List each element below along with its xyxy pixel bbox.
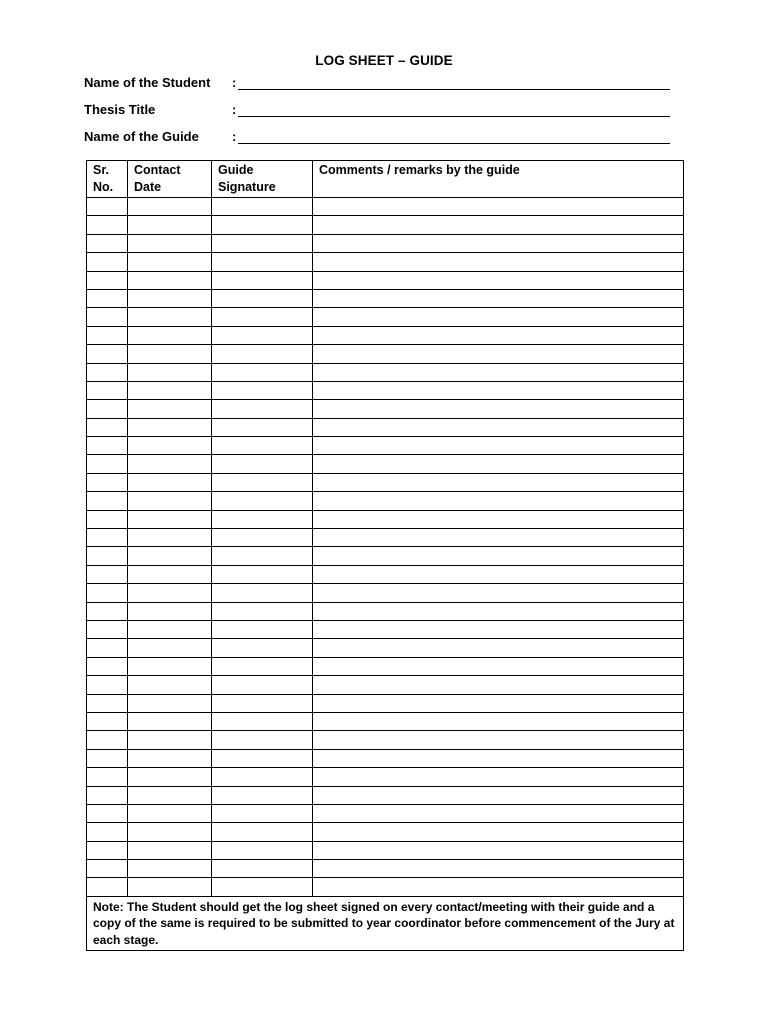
table-row bbox=[87, 694, 684, 712]
sr-no-cell[interactable] bbox=[87, 823, 128, 841]
sr-no-cell[interactable] bbox=[87, 216, 128, 234]
comments-cell[interactable] bbox=[313, 253, 684, 271]
sr-no-cell[interactable] bbox=[87, 712, 128, 730]
comments-cell[interactable] bbox=[313, 786, 684, 804]
comments-cell[interactable] bbox=[313, 473, 684, 491]
sr-no-cell[interactable] bbox=[87, 602, 128, 620]
contact-date-cell[interactable] bbox=[128, 234, 212, 252]
thesis-title-line[interactable] bbox=[238, 116, 670, 117]
sr-no-cell[interactable] bbox=[87, 529, 128, 547]
sr-no-cell[interactable] bbox=[87, 289, 128, 307]
table-row bbox=[87, 602, 684, 620]
table-row bbox=[87, 418, 684, 436]
sr-no-cell[interactable] bbox=[87, 584, 128, 602]
table-row bbox=[87, 565, 684, 583]
comments-cell[interactable] bbox=[313, 529, 684, 547]
sr-no-cell[interactable] bbox=[87, 878, 128, 896]
sr-no-cell[interactable] bbox=[87, 363, 128, 381]
table-row bbox=[87, 620, 684, 638]
table-row bbox=[87, 768, 684, 786]
comments-cell[interactable] bbox=[313, 657, 684, 675]
contact-date-cell[interactable] bbox=[128, 400, 212, 418]
sr-no-cell[interactable] bbox=[87, 547, 128, 565]
guide-signature-cell[interactable] bbox=[212, 437, 313, 455]
contact-date-cell[interactable] bbox=[128, 473, 212, 491]
header-contact-date: Contact Date bbox=[128, 161, 212, 198]
comments-cell[interactable] bbox=[313, 565, 684, 583]
contact-date-cell[interactable] bbox=[128, 510, 212, 528]
guide-signature-cell[interactable] bbox=[212, 547, 313, 565]
thesis-title-label: Thesis Title bbox=[84, 102, 156, 117]
page-title: LOG SHEET – GUIDE bbox=[315, 53, 453, 68]
comments-cell[interactable] bbox=[313, 363, 684, 381]
sr-no-cell[interactable] bbox=[87, 437, 128, 455]
guide-signature-cell[interactable] bbox=[212, 308, 313, 326]
comments-cell[interactable] bbox=[313, 381, 684, 399]
sr-no-cell[interactable] bbox=[87, 860, 128, 878]
guide-signature-cell[interactable] bbox=[212, 363, 313, 381]
log-table bbox=[86, 160, 684, 951]
guide-signature-cell[interactable] bbox=[212, 381, 313, 399]
contact-date-cell[interactable] bbox=[128, 584, 212, 602]
table-row bbox=[87, 308, 684, 326]
comments-cell[interactable] bbox=[313, 602, 684, 620]
contact-date-cell[interactable] bbox=[128, 731, 212, 749]
guide-signature-cell[interactable] bbox=[212, 639, 313, 657]
guide-signature-cell[interactable] bbox=[212, 768, 313, 786]
comments-cell[interactable] bbox=[313, 823, 684, 841]
comments-cell[interactable] bbox=[313, 308, 684, 326]
table-row bbox=[87, 455, 684, 473]
sr-no-cell[interactable] bbox=[87, 473, 128, 491]
table-row bbox=[87, 860, 684, 878]
contact-date-cell[interactable] bbox=[128, 271, 212, 289]
sr-no-cell[interactable] bbox=[87, 418, 128, 436]
table-row bbox=[87, 547, 684, 565]
comments-cell[interactable] bbox=[313, 712, 684, 730]
comments-cell[interactable] bbox=[313, 510, 684, 528]
guide-signature-cell[interactable] bbox=[212, 712, 313, 730]
thesis-title-field bbox=[84, 102, 684, 120]
guide-signature-cell[interactable] bbox=[212, 620, 313, 638]
note-row bbox=[87, 896, 684, 951]
contact-date-cell[interactable] bbox=[128, 418, 212, 436]
table-row bbox=[87, 216, 684, 234]
contact-date-cell[interactable] bbox=[128, 841, 212, 859]
thesis-title-colon: : bbox=[232, 102, 237, 117]
sr-no-cell[interactable] bbox=[87, 253, 128, 271]
table-row bbox=[87, 326, 684, 344]
guide-signature-cell[interactable] bbox=[212, 841, 313, 859]
guide-signature-cell[interactable] bbox=[212, 584, 313, 602]
table-row bbox=[87, 731, 684, 749]
comments-cell[interactable] bbox=[313, 768, 684, 786]
sr-no-cell[interactable] bbox=[87, 768, 128, 786]
table-row bbox=[87, 749, 684, 767]
guide-signature-cell[interactable] bbox=[212, 510, 313, 528]
contact-date-cell[interactable] bbox=[128, 602, 212, 620]
contact-date-cell[interactable] bbox=[128, 804, 212, 822]
guide-signature-cell[interactable] bbox=[212, 804, 313, 822]
guide-signature-cell[interactable] bbox=[212, 234, 313, 252]
contact-date-cell[interactable] bbox=[128, 712, 212, 730]
comments-cell[interactable] bbox=[313, 492, 684, 510]
guide-signature-cell[interactable] bbox=[212, 529, 313, 547]
table-row bbox=[87, 510, 684, 528]
comments-cell[interactable] bbox=[313, 749, 684, 767]
guide-signature-cell[interactable] bbox=[212, 418, 313, 436]
table-row bbox=[87, 529, 684, 547]
sr-no-cell[interactable] bbox=[87, 565, 128, 583]
comments-cell[interactable] bbox=[313, 437, 684, 455]
contact-date-cell[interactable] bbox=[128, 381, 212, 399]
comments-cell[interactable] bbox=[313, 198, 684, 216]
sr-no-cell[interactable] bbox=[87, 786, 128, 804]
sr-no-cell[interactable] bbox=[87, 841, 128, 859]
guide-signature-cell[interactable] bbox=[212, 731, 313, 749]
sr-no-cell[interactable] bbox=[87, 731, 128, 749]
table-row bbox=[87, 786, 684, 804]
guide-signature-cell[interactable] bbox=[212, 860, 313, 878]
guide-name-colon: : bbox=[232, 129, 237, 144]
comments-cell[interactable] bbox=[313, 620, 684, 638]
sr-no-cell[interactable] bbox=[87, 492, 128, 510]
guide-signature-cell[interactable] bbox=[212, 823, 313, 841]
comments-cell[interactable] bbox=[313, 841, 684, 859]
contact-date-cell[interactable] bbox=[128, 823, 212, 841]
contact-date-cell[interactable] bbox=[128, 749, 212, 767]
table-row bbox=[87, 363, 684, 381]
guide-signature-cell[interactable] bbox=[212, 198, 313, 216]
guide-signature-cell[interactable] bbox=[212, 455, 313, 473]
sr-no-cell[interactable] bbox=[87, 694, 128, 712]
contact-date-cell[interactable] bbox=[128, 547, 212, 565]
contact-date-cell[interactable] bbox=[128, 786, 212, 804]
sr-no-cell[interactable] bbox=[87, 326, 128, 344]
contact-date-cell[interactable] bbox=[128, 529, 212, 547]
comments-cell[interactable] bbox=[313, 860, 684, 878]
sr-no-cell[interactable] bbox=[87, 308, 128, 326]
comments-cell[interactable] bbox=[313, 271, 684, 289]
guide-signature-cell[interactable] bbox=[212, 216, 313, 234]
student-name-line[interactable] bbox=[238, 89, 670, 90]
table-row bbox=[87, 841, 684, 859]
comments-cell[interactable] bbox=[313, 345, 684, 363]
table-row bbox=[87, 712, 684, 730]
contact-date-cell[interactable] bbox=[128, 289, 212, 307]
contact-date-cell[interactable] bbox=[128, 860, 212, 878]
comments-cell[interactable] bbox=[313, 878, 684, 896]
comments-cell[interactable] bbox=[313, 326, 684, 344]
table-row bbox=[87, 492, 684, 510]
log-table-body bbox=[87, 198, 684, 897]
sr-no-cell[interactable] bbox=[87, 620, 128, 638]
comments-cell[interactable] bbox=[313, 216, 684, 234]
table-row bbox=[87, 639, 684, 657]
sr-no-cell[interactable] bbox=[87, 676, 128, 694]
contact-date-cell[interactable] bbox=[128, 308, 212, 326]
guide-signature-cell[interactable] bbox=[212, 565, 313, 583]
student-name-field bbox=[84, 75, 684, 93]
student-name-label: Name of the Student bbox=[84, 75, 211, 90]
sr-no-cell[interactable] bbox=[87, 510, 128, 528]
note-text: Note: The Student should get the log sheet signed on every contact/meeting with their guide and a copy of the same is required to be submitted to year coordinator before commencement of the Jury at each stage. bbox=[87, 896, 684, 951]
student-name-colon: : bbox=[232, 75, 237, 90]
guide-signature-cell[interactable] bbox=[212, 400, 313, 418]
sr-no-cell[interactable] bbox=[87, 271, 128, 289]
comments-cell[interactable] bbox=[313, 584, 684, 602]
sr-no-cell[interactable] bbox=[87, 381, 128, 399]
guide-signature-cell[interactable] bbox=[212, 749, 313, 767]
contact-date-cell[interactable] bbox=[128, 345, 212, 363]
sr-no-cell[interactable] bbox=[87, 198, 128, 216]
sr-no-cell[interactable] bbox=[87, 455, 128, 473]
table-row bbox=[87, 381, 684, 399]
contact-date-cell[interactable] bbox=[128, 363, 212, 381]
comments-cell[interactable] bbox=[313, 455, 684, 473]
comments-cell[interactable] bbox=[313, 234, 684, 252]
table-row bbox=[87, 400, 684, 418]
comments-cell[interactable] bbox=[313, 694, 684, 712]
header-guide-signature: Guide Signature bbox=[212, 161, 313, 198]
contact-date-cell[interactable] bbox=[128, 565, 212, 583]
table-row bbox=[87, 804, 684, 822]
comments-cell[interactable] bbox=[313, 676, 684, 694]
contact-date-cell[interactable] bbox=[128, 657, 212, 675]
sr-no-cell[interactable] bbox=[87, 345, 128, 363]
sr-no-cell[interactable] bbox=[87, 234, 128, 252]
guide-signature-cell[interactable] bbox=[212, 657, 313, 675]
table-row bbox=[87, 676, 684, 694]
guide-signature-cell[interactable] bbox=[212, 345, 313, 363]
guide-signature-cell[interactable] bbox=[212, 473, 313, 491]
table-row bbox=[87, 473, 684, 491]
header-comments: Comments / remarks by the guide bbox=[313, 161, 684, 198]
guide-signature-cell[interactable] bbox=[212, 253, 313, 271]
contact-date-cell[interactable] bbox=[128, 326, 212, 344]
guide-signature-cell[interactable] bbox=[212, 602, 313, 620]
contact-date-cell[interactable] bbox=[128, 492, 212, 510]
contact-date-cell[interactable] bbox=[128, 639, 212, 657]
contact-date-cell[interactable] bbox=[128, 198, 212, 216]
sr-no-cell[interactable] bbox=[87, 804, 128, 822]
header-sr-no: Sr. No. bbox=[87, 161, 128, 198]
contact-date-cell[interactable] bbox=[128, 216, 212, 234]
guide-signature-cell[interactable] bbox=[212, 676, 313, 694]
comments-cell[interactable] bbox=[313, 639, 684, 657]
table-row bbox=[87, 253, 684, 271]
sr-no-cell[interactable] bbox=[87, 400, 128, 418]
contact-date-cell[interactable] bbox=[128, 253, 212, 271]
contact-date-cell[interactable] bbox=[128, 455, 212, 473]
comments-cell[interactable] bbox=[313, 289, 684, 307]
contact-date-cell[interactable] bbox=[128, 878, 212, 896]
contact-date-cell[interactable] bbox=[128, 676, 212, 694]
contact-date-cell[interactable] bbox=[128, 437, 212, 455]
table-row bbox=[87, 345, 684, 363]
guide-signature-cell[interactable] bbox=[212, 878, 313, 896]
table-row bbox=[87, 198, 684, 216]
sr-no-cell[interactable] bbox=[87, 639, 128, 657]
table-row bbox=[87, 289, 684, 307]
guide-name-label: Name of the Guide bbox=[84, 129, 199, 144]
guide-signature-cell[interactable] bbox=[212, 786, 313, 804]
comments-cell[interactable] bbox=[313, 731, 684, 749]
contact-date-cell[interactable] bbox=[128, 768, 212, 786]
comments-cell[interactable] bbox=[313, 418, 684, 436]
table-header-row bbox=[87, 161, 684, 198]
guide-signature-cell[interactable] bbox=[212, 694, 313, 712]
comments-cell[interactable] bbox=[313, 547, 684, 565]
table-row bbox=[87, 437, 684, 455]
guide-signature-cell[interactable] bbox=[212, 289, 313, 307]
table-row bbox=[87, 271, 684, 289]
guide-signature-cell[interactable] bbox=[212, 271, 313, 289]
table-row bbox=[87, 657, 684, 675]
sr-no-cell[interactable] bbox=[87, 749, 128, 767]
guide-name-line[interactable] bbox=[238, 143, 670, 144]
guide-signature-cell[interactable] bbox=[212, 326, 313, 344]
guide-name-field bbox=[84, 129, 684, 147]
comments-cell[interactable] bbox=[313, 804, 684, 822]
comments-cell[interactable] bbox=[313, 400, 684, 418]
guide-signature-cell[interactable] bbox=[212, 492, 313, 510]
contact-date-cell[interactable] bbox=[128, 694, 212, 712]
table-row bbox=[87, 878, 684, 896]
table-row bbox=[87, 823, 684, 841]
contact-date-cell[interactable] bbox=[128, 620, 212, 638]
table-row bbox=[87, 234, 684, 252]
table-row bbox=[87, 584, 684, 602]
sr-no-cell[interactable] bbox=[87, 657, 128, 675]
